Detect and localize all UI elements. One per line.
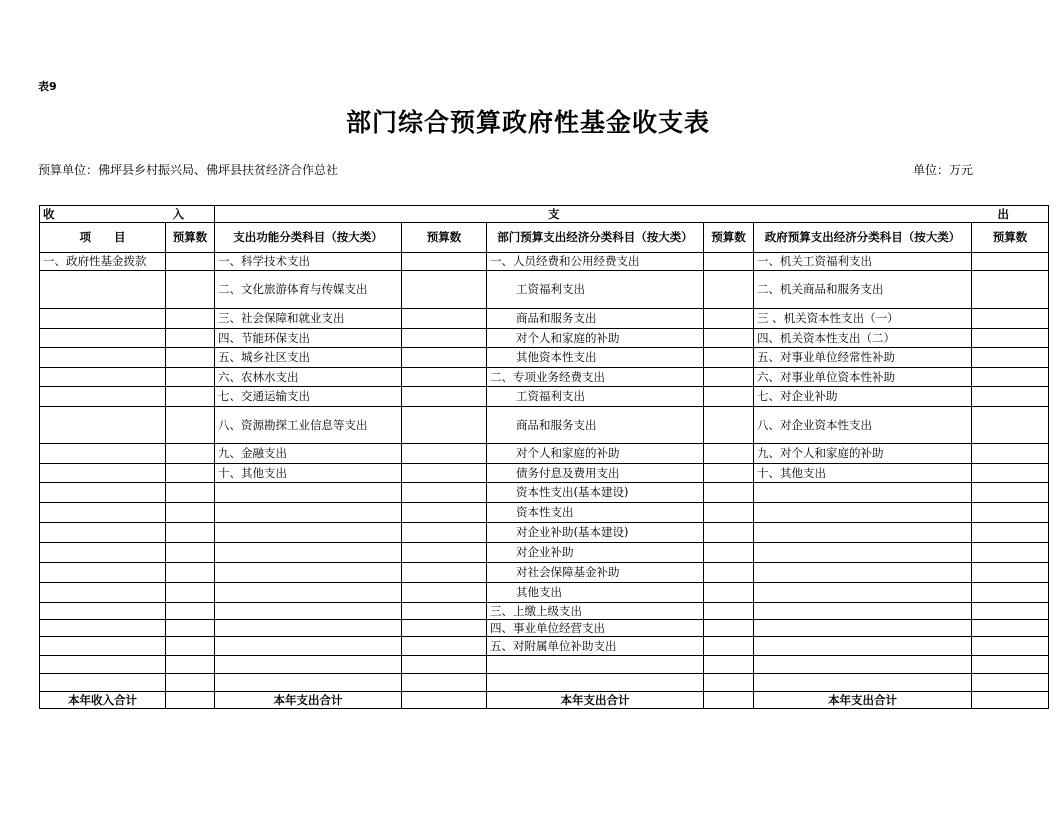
gov-budget-cell [972,503,1049,523]
income-budget-cell [166,603,215,620]
func-item-cell: 七、交通运输支出 [215,387,402,407]
gov-item-cell [754,563,972,583]
func-item-cell: 五、城乡社区支出 [215,348,402,368]
func-item-cell [215,656,402,674]
income-total-value [166,692,215,709]
func-total-label: 本年支出合计 [215,692,402,709]
income-budget-cell [166,253,215,271]
gov-item-cell: 三 、机关资本性支出（一） [754,309,972,329]
table-row [40,368,1049,387]
table-row [40,603,1049,620]
func-budget-cell [402,464,487,483]
gov-item-cell [754,583,972,603]
dept-budget-cell [704,309,754,329]
func-budget-cell [402,656,487,674]
gov-item-cell [754,674,972,692]
func-budget-cell [402,483,487,503]
gov-item-cell: 八、对企业资本性支出 [754,407,972,444]
func-budget-cell [402,271,487,309]
dept-item-cell: 对企业补助(基本建设) [487,523,704,543]
gov-item-cell: 九、对个人和家庭的补助 [754,444,972,464]
dept-item-cell: 债务付息及费用支出 [487,464,704,483]
table-row [40,464,1049,483]
gov-budget-cell [972,674,1049,692]
gov-budget-cell [972,583,1049,603]
dept-budget-cell [704,563,754,583]
func-budget-cell [402,620,487,637]
gov-item-cell [754,637,972,656]
income-budget-cell [166,444,215,464]
table-row [40,253,1049,271]
dept-budget-cell [704,620,754,637]
income-item-cell [40,407,166,444]
table-row [40,483,1049,503]
func-budget-cell [402,407,487,444]
income-budget-cell [166,543,215,563]
dept-item-cell: 其他资本性支出 [487,348,704,368]
dept-item-cell: 其他支出 [487,583,704,603]
income-item-cell [40,503,166,523]
income-budget-cell [166,407,215,444]
income-budget-cell [166,271,215,309]
gov-budget-cell [972,368,1049,387]
income-budget-cell [166,368,215,387]
income-item-cell: 一、政府性基金拨款 [40,253,166,271]
dept-budget-cell [704,407,754,444]
dept-budget-cell [704,464,754,483]
income-item-cell [40,309,166,329]
gov-budget-cell [972,637,1049,656]
table-row [40,348,1049,368]
gov-total-value [972,692,1049,709]
table-number: 表9 [38,80,57,93]
gov-item-cell [754,483,972,503]
func-budget-header: 预算数 [402,223,487,253]
gov-budget-header: 预算数 [972,223,1049,253]
gov-budget-cell [972,656,1049,674]
table-row [40,271,1049,309]
dept-budget-cell [704,523,754,543]
func-item-cell [215,603,402,620]
func-budget-cell [402,674,487,692]
dept-item-cell: 对个人和家庭的补助 [487,444,704,464]
table-row [40,387,1049,407]
dept-item-cell: 商品和服务支出 [487,407,704,444]
func-item-cell: 三、社会保障和就业支出 [215,309,402,329]
gov-item-cell [754,503,972,523]
gov-item-cell: 五、对事业单位经常性补助 [754,348,972,368]
income-budget-cell [166,563,215,583]
income-item-cell [40,444,166,464]
income-item-cell [40,656,166,674]
income-item-cell [40,603,166,620]
totals-row [40,692,1049,709]
dept-budget-cell [704,656,754,674]
dept-item-cell: 商品和服务支出 [487,309,704,329]
dept-budget-cell [704,253,754,271]
income-item-cell [40,620,166,637]
income-budget-cell [166,309,215,329]
income-budget-cell [166,329,215,348]
gov-item-cell: 七、对企业补助 [754,387,972,407]
dept-item-cell: 三、上缴上级支出 [487,603,704,620]
gov-budget-cell [972,444,1049,464]
income-budget-cell [166,464,215,483]
table-row [40,523,1049,543]
income-item-cell [40,368,166,387]
func-class-header: 支出功能分类科目（按大类） [215,223,402,253]
income-item-cell [40,563,166,583]
dept-item-cell: 对个人和家庭的补助 [487,329,704,348]
dept-item-cell: 对企业补助 [487,543,704,563]
income-budget-cell [166,583,215,603]
gov-budget-cell [972,271,1049,309]
dept-budget-cell [704,543,754,563]
gov-item-cell: 六、对事业单位资本性补助 [754,368,972,387]
page-title: 部门综合预算政府性基金收支表 [345,108,710,137]
gov-item-cell: 十、其他支出 [754,464,972,483]
dept-budget-cell [704,444,754,464]
func-item-cell: 九、金融支出 [215,444,402,464]
dept-budget-cell [704,271,754,309]
func-budget-cell [402,523,487,543]
dept-item-cell: 资本性支出 [487,503,704,523]
income-item-cell [40,348,166,368]
dept-item-cell [487,674,704,692]
income-item-cell [40,637,166,656]
dept-item-cell [487,656,704,674]
gov-item-cell: 二、机关商品和服务支出 [754,271,972,309]
dept-budget-cell [704,637,754,656]
income-item-cell [40,387,166,407]
func-item-cell: 四、节能环保支出 [215,329,402,348]
expense-group-header: 支 出 [215,206,1049,223]
func-budget-cell [402,348,487,368]
func-budget-cell [402,583,487,603]
income-item-cell [40,543,166,563]
income-budget-cell [166,387,215,407]
func-budget-cell [402,637,487,656]
dept-budget-cell [704,387,754,407]
func-item-cell [215,483,402,503]
gov-item-cell: 一、机关工资福利支出 [754,253,972,271]
func-budget-cell [402,503,487,523]
dept-item-cell: 对社会保障基金补助 [487,563,704,583]
dept-item-cell: 工资福利支出 [487,387,704,407]
income-item-cell [40,483,166,503]
dept-budget-header: 预算数 [704,223,754,253]
income-budget-cell [166,348,215,368]
table-row [40,583,1049,603]
func-item-cell: 一、科学技术支出 [215,253,402,271]
gov-budget-cell [972,407,1049,444]
gov-budget-cell [972,620,1049,637]
dept-budget-cell [704,348,754,368]
income-item-cell [40,523,166,543]
gov-total-label: 本年支出合计 [754,692,972,709]
gov-item-cell [754,603,972,620]
func-budget-cell [402,329,487,348]
income-budget-cell [166,483,215,503]
dept-budget-cell [704,503,754,523]
table-row [40,329,1049,348]
table-row [40,503,1049,523]
gov-item-cell [754,620,972,637]
budget-table [39,205,1049,709]
dept-item-cell: 工资福利支出 [487,271,704,309]
func-budget-cell [402,368,487,387]
income-budget-cell [166,620,215,637]
func-budget-cell [402,309,487,329]
table-row [40,407,1049,444]
dept-item-cell: 二、专项业务经费支出 [487,368,704,387]
gov-item-cell [754,543,972,563]
income-budget-header: 预算数 [166,223,215,253]
dept-item-cell: 一、人员经费和公用经费支出 [487,253,704,271]
table-row [40,543,1049,563]
func-item-cell [215,583,402,603]
income-budget-cell [166,656,215,674]
income-item-cell [40,674,166,692]
gov-budget-cell [972,253,1049,271]
dept-total-label: 本年支出合计 [487,692,704,709]
func-item-cell [215,503,402,523]
dept-budget-cell [704,368,754,387]
dept-item-cell: 五、对附属单位补助支出 [487,637,704,656]
income-group-header: 收 入 [40,206,215,223]
group-header-row [40,206,1049,223]
gov-budget-cell [972,464,1049,483]
func-item-cell [215,620,402,637]
dept-total-value [704,692,754,709]
func-item-cell [215,523,402,543]
func-budget-cell [402,387,487,407]
table-row [40,444,1049,464]
func-item-cell [215,563,402,583]
gov-item-cell [754,523,972,543]
func-budget-cell [402,563,487,583]
income-item-cell [40,583,166,603]
gov-budget-cell [972,603,1049,620]
func-item-cell: 六、农林水支出 [215,368,402,387]
gov-budget-cell [972,348,1049,368]
income-budget-cell [166,503,215,523]
gov-budget-cell [972,329,1049,348]
func-budget-cell [402,543,487,563]
gov-budget-cell [972,309,1049,329]
income-item-cell [40,464,166,483]
table-row [40,674,1049,692]
dept-item-cell: 资本性支出(基本建设) [487,483,704,503]
func-total-value [402,692,487,709]
income-total-label: 本年收入合计 [40,692,166,709]
dept-item-cell: 四、事业单位经营支出 [487,620,704,637]
money-unit-label: 单位：万元 [913,163,974,177]
func-item-cell: 十、其他支出 [215,464,402,483]
gov-budget-cell [972,483,1049,503]
table-row [40,563,1049,583]
table-row [40,637,1049,656]
table-row [40,309,1049,329]
func-item-cell: 八、资源勘探工业信息等支出 [215,407,402,444]
income-item-cell [40,271,166,309]
func-item-cell [215,543,402,563]
income-budget-cell [166,523,215,543]
gov-budget-cell [972,523,1049,543]
dept-budget-cell [704,483,754,503]
table-row [40,620,1049,637]
func-budget-cell [402,253,487,271]
func-item-cell [215,674,402,692]
gov-item-cell [754,656,972,674]
dept-econ-header: 部门预算支出经济分类科目（按大类） [487,223,704,253]
table-row [40,656,1049,674]
gov-budget-cell [972,543,1049,563]
func-budget-cell [402,603,487,620]
column-header-row [40,223,1049,253]
func-item-cell [215,637,402,656]
dept-budget-cell [704,674,754,692]
dept-budget-cell [704,583,754,603]
dept-budget-cell [704,603,754,620]
budget-unit-label: 预算单位：佛坪县乡村振兴局、佛坪县扶贫经济合作总社 [38,163,339,177]
income-budget-cell [166,637,215,656]
gov-item-cell: 四、机关资本性支出（二） [754,329,972,348]
func-item-cell: 二、文化旅游体育与传媒支出 [215,271,402,309]
dept-budget-cell [704,329,754,348]
item-header: 项 目 [40,223,166,253]
income-item-cell [40,329,166,348]
func-budget-cell [402,444,487,464]
gov-budget-cell [972,387,1049,407]
income-budget-cell [166,674,215,692]
gov-econ-header: 政府预算支出经济分类科目（按大类） [754,223,972,253]
gov-budget-cell [972,563,1049,583]
